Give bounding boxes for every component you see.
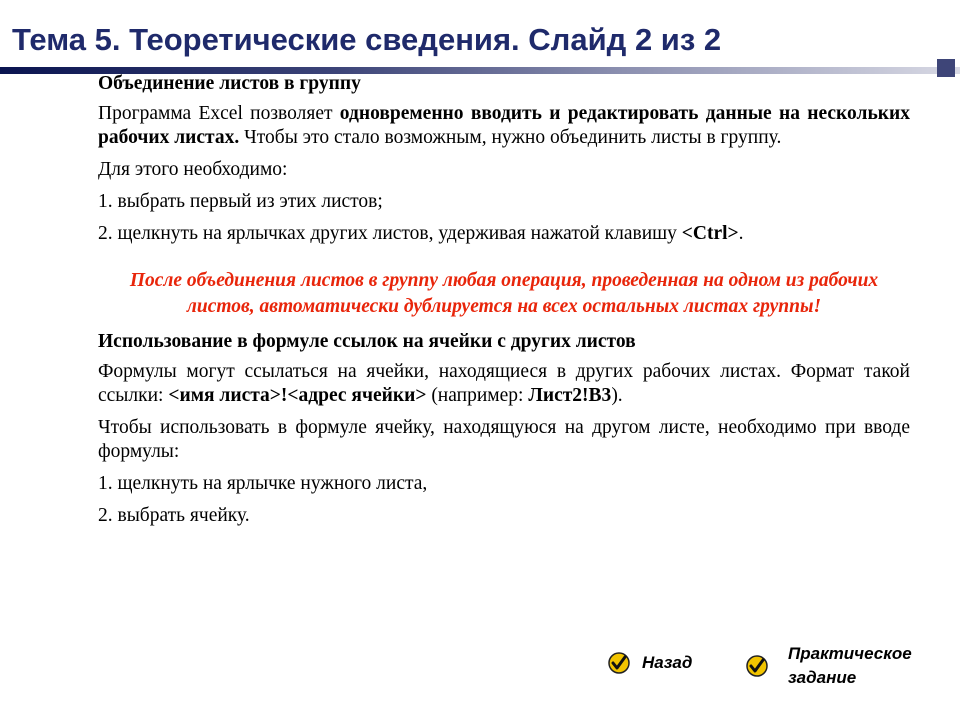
format-syntax: <имя листа>!<адрес ячейки> — [168, 385, 427, 406]
check-circle-icon — [608, 652, 630, 674]
section1-heading: Объединение листов в группу — [98, 73, 361, 94]
back-button-label: Назад — [642, 653, 693, 672]
slide-title: Тема 5. Теоретические сведения. Слайд 2 из 2 — [12, 22, 722, 57]
format-text-e: ). — [611, 385, 623, 406]
practical-task-label: Практическое задание — [788, 644, 912, 687]
intro-text-a: Программа Excel позволяет — [98, 103, 340, 124]
section2-step1: 1. щелкнуть на ярлычке нужного листа, — [98, 473, 428, 494]
section1-intro — [98, 102, 910, 150]
format-example: Лист2!B3 — [528, 385, 612, 406]
intro-text-bold: одновременно вводить и редактировать данные на нескольких рабочих листах. — [98, 103, 910, 148]
section1-step1: 1. выбрать первый из этих листов; — [98, 191, 383, 212]
format-text-c: (например: — [426, 385, 529, 406]
practical-task-button[interactable] — [746, 642, 933, 690]
section2-usage: Чтобы использовать в формуле ячейку, находящуюся на другом листе, необходимо при вводе формулы: — [98, 417, 910, 462]
section1-need: Для этого необходимо: — [98, 159, 288, 180]
format-text-a: Формулы могут ссылаться на ячейки, находящиеся в других рабочих листах. Формат такой ссылки: — [98, 361, 910, 406]
step2-text-a: 2. щелкнуть на ярлычках других листов, удерживая нажатой клавишу — [98, 223, 682, 244]
section2-heading: Использование в формуле ссылок на ячейки с других листов — [98, 331, 636, 352]
group-note: После объединения листов в группу любая операция, проведенная на одном из рабочих листов, автоматически дублируется на всех остальных листах группы! — [129, 270, 879, 317]
section2-step2: 2. выбрать ячейку. — [98, 505, 250, 526]
ctrl-key: <Ctrl> — [681, 223, 739, 244]
title-corner-square — [937, 59, 955, 77]
slide-content — [98, 72, 910, 528]
step2-text-c: . — [738, 223, 744, 244]
back-button[interactable] — [608, 652, 692, 674]
intro-text-c: Чтобы это стало возможным, нужно объединить листы в группу. — [239, 127, 782, 148]
section1-step2 — [98, 222, 910, 246]
check-circle-icon — [746, 655, 768, 677]
section2-format — [98, 360, 910, 408]
